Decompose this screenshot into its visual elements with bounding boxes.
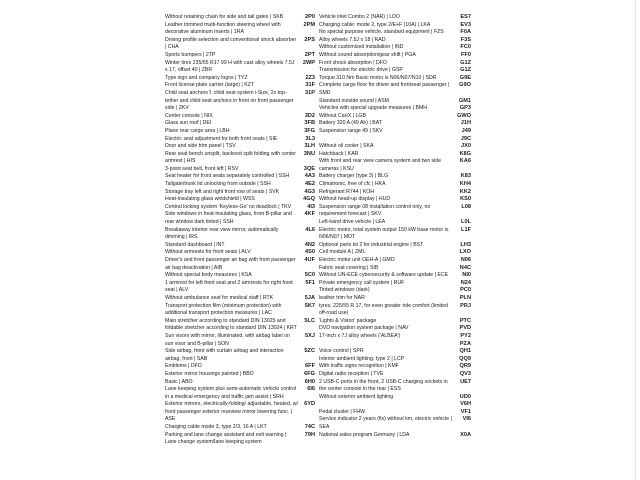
page-edge-divider: [635, 0, 636, 480]
option-code: QR9: [459, 363, 471, 370]
equipment-description: Vehicle inlet Combo 2 (NAR) | LDO: [319, 14, 400, 20]
equipment-row: [165, 333, 315, 348]
equipment-row: [319, 265, 471, 273]
equipment-row: [319, 356, 471, 364]
equipment-description: Type sign and company logos | TYZ: [165, 74, 248, 81]
option-code: 6FF: [305, 363, 315, 370]
equipment-row: [165, 257, 315, 272]
option-code: PZA: [459, 340, 471, 347]
equipment-row: [319, 242, 471, 250]
option-code: 2Z3: [305, 74, 315, 81]
option-code: V6H: [460, 401, 471, 408]
equipment-description: Standard outside sound | ASM: [319, 97, 389, 104]
equipment-description: Parking and lane change assistant and exit warning | Lane change system/lane keeping system: [165, 431, 287, 446]
equipment-description: Lane keeping system plus semi-automatic vehicle control in a medical emergency and traffic jam assist | SRH: [165, 386, 297, 400]
equipment-description: Storage tray left and right front row of seats | SVK: [165, 188, 280, 195]
equipment-row: [165, 90, 315, 113]
option-code: KK2: [459, 188, 471, 195]
equipment-row: [319, 136, 471, 144]
equipment-description: Side airbag, front with curtain airbag and interaction airbag, front | SAB: [165, 348, 284, 362]
equipment-row: [319, 295, 471, 303]
equipment-row: [319, 272, 471, 280]
equipment-row: [319, 318, 471, 326]
equipment-row: [165, 401, 315, 424]
equipment-description: No special purpose vehicle, standard equipment | FZS: [319, 29, 444, 36]
option-code: 6FG: [304, 370, 315, 377]
equipment-row: [319, 44, 471, 52]
option-code: 5K7: [304, 302, 315, 309]
equipment-row: [165, 211, 315, 226]
option-code: VI6: [462, 416, 471, 423]
equipment-row: [319, 204, 471, 219]
option-code: J9C: [460, 135, 471, 142]
equipment-description: Leather trimmed multi-function steering wheel with decorative aluminum inserts | 1RA: [165, 21, 281, 36]
equipment-list-left: [165, 14, 315, 447]
equipment-description: Door and side trim panel | TSV: [165, 143, 236, 150]
equipment-row: [319, 60, 471, 68]
equipment-description: Suspension range 08 installation control only, no requirement forecast | SKV: [319, 203, 431, 218]
option-code: L08: [461, 203, 471, 210]
option-code: QV3: [459, 370, 471, 377]
equipment-description: 1 armrest for left front seat and 2 armrests for right front seat | ALV: [165, 279, 293, 294]
option-code: QQ9: [459, 355, 471, 362]
equipment-row: [319, 348, 471, 356]
equipment-description: Side windows in heat-insulating glass, from B-pillar and rear window dark tinted | SSH: [165, 211, 292, 226]
equipment-row: [165, 272, 315, 280]
equipment-row: [319, 158, 471, 173]
option-code: 5C0: [304, 272, 315, 279]
equipment-description: Service indicator 2 years (fix) without km, electric vehicle | SEA: [319, 416, 452, 431]
option-code: PRJ: [460, 302, 471, 309]
equipment-description: Without exterior ambient lighting: [319, 393, 394, 400]
equipment-description: Alloy wheels 7.5J x 18 | RAD: [319, 36, 386, 43]
equipment-description: Electric motor, total system output 150 kW base motor is N06/N07 | MOT: [319, 226, 449, 241]
equipment-row: [165, 52, 315, 60]
equipment-row: [319, 401, 471, 409]
equipment-row: [319, 219, 471, 227]
option-code: 2PT: [304, 51, 315, 58]
equipment-description: Driving profile selection and conventional shock absorber | CHA: [165, 36, 297, 51]
equipment-description: Sun visors with mirror, illuminated, with airbag label on sun visor and B-pillar | SON: [165, 332, 290, 347]
equipment-row: [165, 22, 315, 37]
equipment-row: [165, 189, 315, 197]
equipment-description: Tinted windows (dark): [319, 287, 370, 294]
equipment-description: leather trim for NAR: [319, 294, 365, 301]
equipment-description: Optional parts kit 2 for industrial engine | BST: [319, 241, 424, 248]
equipment-description: Without CarIX | LGB: [319, 112, 366, 119]
option-code: 2P0: [305, 14, 315, 20]
equipment-description: Center console | NIX: [165, 112, 213, 119]
equipment-description: 'Lights & Vision' package: [319, 317, 377, 324]
equipment-description: With front and rear view camera system and two side cameras | KSU: [319, 158, 441, 172]
equipment-row: [165, 424, 315, 432]
equipment-row: [319, 341, 471, 349]
equipment-row: [319, 52, 471, 60]
equipment-row: [319, 128, 471, 136]
option-code: 2WP: [302, 59, 315, 66]
option-code: NI0: [462, 272, 471, 279]
equipment-row: [165, 295, 315, 303]
equipment-row: [319, 363, 471, 371]
equipment-description: National sales program Germany | LDA: [319, 431, 410, 438]
option-code: QH1: [459, 348, 471, 355]
equipment-row: [165, 75, 315, 83]
equipment-description: Exterior mirror housings painted | BBO: [165, 370, 254, 377]
equipment-row: [319, 416, 471, 431]
equipment-row: [165, 14, 315, 22]
option-code: PLN: [459, 294, 471, 301]
equipment-row: [319, 379, 471, 394]
equipment-description: Charging cable: mode 2, type 2/E+F (10A) | LKA: [319, 21, 431, 28]
option-code: N4C: [459, 264, 471, 271]
equipment-row: [165, 128, 315, 136]
equipment-description: Refrigerant R744 | KOH: [319, 188, 374, 195]
option-code: GP3: [459, 105, 471, 112]
option-code: 5XJ: [305, 332, 315, 339]
equipment-description: Heat-insulating glass windshield | WSS: [165, 196, 255, 203]
option-code: KH4: [459, 181, 471, 188]
option-code: K83: [460, 173, 471, 180]
equipment-description: Battery 320 A (49 Ah) | BAT: [319, 120, 382, 127]
option-code: KS0: [460, 196, 471, 203]
equipment-list-right: [319, 14, 471, 439]
option-code: UD0: [459, 393, 471, 400]
equipment-row: [165, 371, 315, 379]
option-code: 3L3: [305, 135, 315, 142]
equipment-row: [319, 67, 471, 75]
option-code: L0L: [461, 219, 471, 226]
option-code: LXO: [459, 249, 471, 256]
option-code: J49: [461, 127, 471, 134]
equipment-row: [165, 227, 315, 242]
option-code: 4S0: [305, 249, 315, 256]
equipment-row: [165, 379, 315, 387]
equipment-row: [165, 166, 315, 174]
option-code: 6H0: [304, 378, 315, 385]
option-code: F0A: [460, 29, 471, 36]
equipment-row: [165, 363, 315, 371]
option-code: 4A3: [304, 173, 315, 180]
equipment-description: 17-inch x 7J alloy wheels ('ALBEA'): [319, 332, 401, 339]
option-code: 3NU: [303, 150, 315, 157]
option-code: G9O: [459, 82, 471, 89]
equipment-description: Sports bumpers | 2TP: [165, 51, 216, 58]
equipment-row: [165, 386, 315, 401]
equipment-row: [319, 173, 471, 181]
equipment-description: Transmission for electric drive | GSP: [319, 67, 403, 74]
equipment-row: [165, 151, 315, 166]
equipment-description: Driver's and front passenger air bag with front passenger air bag deactivation | AIB: [165, 257, 296, 271]
equipment-row: [165, 196, 315, 204]
equipment-description: DVD navigation system package | NAV: [319, 325, 409, 332]
equipment-description: Without head-up display | HUD: [319, 196, 391, 203]
equipment-row: [165, 318, 315, 333]
equipment-row: [319, 303, 471, 318]
equipment-row: [319, 82, 471, 97]
equipment-row: [165, 181, 315, 189]
option-code: 3D2: [304, 112, 315, 119]
option-code: X0A: [460, 431, 471, 438]
equipment-row: [165, 120, 315, 128]
equipment-description: 2 USB-C ports in the front, 2 USB-C charging sockets in the center console in the rear | ESS: [319, 378, 448, 393]
equipment-row: [319, 120, 471, 128]
equipment-description: With traffic signs recognition | KMF: [319, 363, 399, 370]
equipment-description: Complete cargo floor for driver and frontseat passenger | SMD: [319, 82, 450, 96]
equipment-description: Seat heater for front seats separately controlled | SSH: [165, 173, 290, 180]
option-code: GM1: [458, 97, 471, 104]
equipment-description: Child seat anchors f. child seat system i-Size, 2x top-tether and child seat anchors in front on front passenger side | ZKV: [165, 89, 294, 112]
option-code: GWO: [457, 112, 471, 119]
equipment-row: [319, 143, 471, 151]
equipment-description: Glass sun roof | DEI: [165, 120, 212, 127]
option-code: 3FG: [304, 127, 315, 134]
option-code: 2PS: [304, 36, 315, 43]
equipment-description: Battery charger (type 3) | BLG: [319, 173, 389, 180]
equipment-row: [319, 98, 471, 106]
option-code: 4I3: [307, 203, 315, 210]
equipment-description: Tailgate/trunk lid unlocking from outside | SSH: [165, 181, 271, 188]
equipment-description: Rear seat bench unsplit, backrest split folding with center armrest | HIS: [165, 150, 296, 165]
option-code: 2PM: [303, 21, 315, 28]
option-code: FF0: [461, 51, 471, 58]
equipment-row: [319, 113, 471, 121]
equipment-row: [165, 249, 315, 257]
option-code: EV3: [460, 21, 471, 28]
option-code: 5F1: [305, 279, 315, 286]
equipment-row: [319, 196, 471, 204]
equipment-description: Breakaway interior rear view mirror, automatically dimming | IRS: [165, 226, 279, 241]
equipment-description: Electric motor unit OEH-A | GMO: [319, 257, 395, 263]
option-code: J1H: [460, 120, 471, 127]
equipment-description: Transport protection film (minimum protection) with additional transport protection measures | LAC: [165, 302, 282, 317]
equipment-row: [319, 22, 471, 30]
option-code: KA6: [459, 158, 471, 165]
equipment-description: Main stretcher according to standard DIN 13025 and foldable stretcher according to standard DIN 13024 | KRT: [165, 317, 297, 332]
equipment-description: Cell module A | ZML: [319, 249, 366, 256]
option-code: 74C: [304, 424, 315, 431]
equipment-row: [165, 113, 315, 121]
equipment-description: tyres, 225/55 R 17, for even greater ride comfort (limited off-road use): [319, 302, 448, 317]
equipment-row: [319, 75, 471, 83]
equipment-row: [319, 325, 471, 333]
option-code: PC0: [460, 287, 471, 294]
option-code: 79H: [304, 431, 315, 438]
equipment-description: Without customized installation | IND: [319, 44, 404, 51]
equipment-row: [165, 143, 315, 151]
equipment-description: Torque 310 Nm Basic motor is N06/N07/N10 | SDR: [319, 74, 437, 81]
equipment-row: [319, 287, 471, 295]
option-code: 4L6: [305, 226, 315, 233]
equipment-row: [319, 280, 471, 288]
equipment-row: [319, 181, 471, 189]
option-code: 4N2: [304, 241, 315, 248]
equipment-row: [319, 257, 471, 265]
equipment-row: [319, 151, 471, 159]
equipment-row: [319, 333, 471, 341]
equipment-row: [319, 371, 471, 379]
equipment-description: Central locking system 'Keyless-Go' no deadlock | TKV: [165, 203, 292, 210]
option-code: LH3: [460, 241, 471, 248]
equipment-description: Plane rear cargo area | LBH: [165, 127, 230, 134]
option-code: FC0: [460, 44, 471, 51]
option-code: G9E: [459, 74, 471, 81]
option-code: 4E2: [305, 181, 315, 188]
equipment-description: Front license plate carrier (large) | KZT: [165, 82, 254, 89]
equipment-description: Without retaining chain for side and tail gates | SKB: [165, 14, 284, 20]
option-code: 6YD: [304, 401, 315, 408]
equipment-row: [165, 204, 315, 212]
option-code: L1F: [461, 226, 471, 233]
equipment-description: Pedal cluster | FHW: [319, 408, 366, 415]
option-code: N24: [460, 279, 471, 286]
equipment-row: [319, 394, 471, 402]
equipment-description: Voice control | SPR: [319, 348, 364, 355]
option-code: 3QE: [303, 165, 315, 172]
option-code: ES7: [460, 14, 471, 20]
equipment-description: Climatronic, free of cfc | HKA: [319, 181, 386, 188]
option-code: 4GQ: [303, 196, 315, 203]
equipment-row: [165, 136, 315, 144]
equipment-row: [165, 173, 315, 181]
equipment-row: [319, 14, 471, 22]
option-code: 31P: [305, 89, 315, 96]
option-code: 5LC: [304, 317, 315, 324]
equipment-description: Without sound absorption/gear shift | PGA: [319, 51, 416, 58]
equipment-description: Vehicles with special upgrade measures | BMH: [319, 105, 428, 112]
equipment-row: [319, 249, 471, 257]
equipment-description: Without oil cooler | SKA: [319, 143, 374, 150]
option-code: F3S: [460, 36, 471, 43]
equipment-row: [319, 29, 471, 37]
equipment-description: Without ambulance seat for medical staff | RTK: [165, 294, 274, 301]
option-code: 4G3: [304, 188, 315, 195]
equipment-description: Emblems | DFO: [165, 363, 202, 370]
option-code: 6I6: [307, 386, 315, 393]
equipment-row: [319, 105, 471, 113]
equipment-row: [165, 303, 315, 318]
option-code: JX0: [461, 143, 471, 150]
option-code: 3FB: [304, 120, 315, 127]
option-code: PVD: [459, 325, 471, 332]
option-code: 31F: [305, 82, 315, 89]
option-code: PY2: [460, 332, 471, 339]
equipment-row: [165, 37, 315, 52]
equipment-row: [165, 60, 315, 75]
option-code: G1Z: [460, 67, 471, 74]
equipment-description: 3-point seat belt, front left | RSV: [165, 165, 239, 172]
equipment-row: [319, 37, 471, 45]
equipment-row: [319, 432, 471, 440]
equipment-description: Hatchback | KAR: [319, 150, 359, 157]
equipment-description: Private emergency call system | RUF: [319, 279, 405, 286]
option-code: VF1: [460, 408, 471, 415]
equipment-description: Left-hand drive vehicle | LEA: [319, 219, 386, 226]
equipment-row: [319, 409, 471, 417]
equipment-description: Interior ambient lighting, type 2 | LCP: [319, 355, 405, 362]
equipment-description: Suspension range 49 | SKV: [319, 127, 383, 134]
equipment-row: [165, 432, 315, 447]
option-code: K8G: [459, 150, 471, 157]
equipment-description: Charging cable mode 3, type 2/3, 16 A | LKT: [165, 424, 267, 431]
equipment-row: [165, 348, 315, 363]
option-code: UE7: [460, 378, 471, 385]
option-code: 4KF: [304, 211, 315, 218]
option-code: N06: [460, 257, 471, 263]
option-code: G1Z: [460, 59, 471, 66]
equipment-description: Front shock absorption | DFO: [319, 59, 387, 66]
equipment-description: Exterior mirrors, electrically-folding/ adjustable, heated, w/ front passenger exterior rearview mirror lowering func. | ASE: [165, 401, 298, 423]
option-code: 4UF: [304, 257, 315, 263]
equipment-description: Standard dashboard | INT: [165, 241, 225, 248]
equipment-description: Without special body measures | KSA: [165, 272, 252, 279]
option-code: 5ZC: [304, 348, 315, 355]
equipment-description: Fabric seat covering | SIB: [319, 264, 379, 271]
equipment-description: Basic | ABO: [165, 378, 193, 385]
equipment-description: Digital radio reception | TVE: [319, 370, 384, 377]
option-code: 3LH: [304, 143, 315, 150]
equipment-row: [165, 280, 315, 295]
equipment-row: [319, 189, 471, 197]
equipment-description: Electric seat adjustment for both front seats | SIE: [165, 135, 278, 142]
equipment-description: Without UN-ECE cybersecurity & software update | ECE: [319, 272, 449, 279]
equipment-row: [165, 242, 315, 250]
equipment-description: Winter tires 235/55 R17 99 H with cast alloy wheels 7.5J x 17, offset 40 | ZBR: [165, 59, 295, 74]
equipment-row: [165, 82, 315, 90]
option-code: 5JA: [304, 294, 315, 301]
option-code: PTC: [459, 317, 471, 324]
equipment-row: [319, 227, 471, 242]
equipment-description: Without armrests for front seats | ALV: [165, 249, 251, 256]
